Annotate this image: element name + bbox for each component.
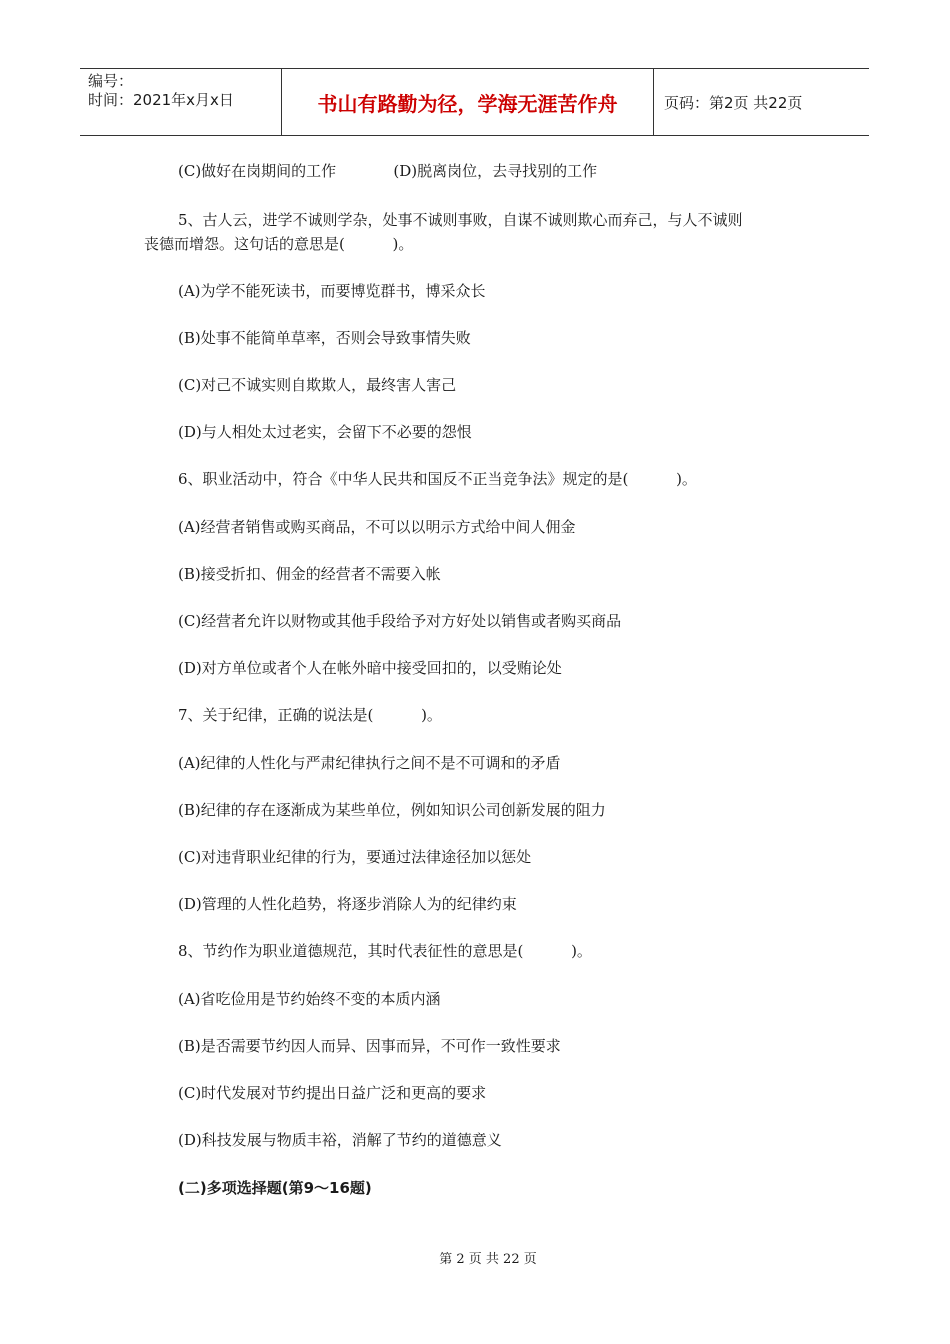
q6-option-c: (C)经营者允许以财物或其他手段给予对方好处以销售或者购买商品	[178, 612, 622, 630]
q7-stem: 7、关于纪律，正确的说法是( )。	[178, 706, 442, 724]
q5-option-b: (B)处事不能简单草率，否则会导致事情失败	[178, 329, 471, 347]
q8-option-c: (C)时代发展对节约提出日益广泛和更高的要求	[178, 1084, 487, 1102]
q8-stem: 8、节约作为职业道德规范，其时代表征性的意思是( )。	[178, 942, 592, 960]
q5-stem-line2: 丧德而增怨。这句话的意思是( )。	[144, 235, 414, 253]
q7-option-c: (C)对违背职业纪律的行为，要通过法律途径加以惩处	[178, 848, 532, 866]
q6-option-a: (A)经营者销售或购买商品，不可以以明示方式给中间人佣金	[178, 518, 576, 536]
q4-options-cd: (C)做好在岗期间的工作 (D)脱离岗位，去寻找别的工作	[178, 162, 598, 180]
number-label: 编号：	[88, 72, 134, 90]
q6-stem: 6、职业活动中，符合《中华人民共和国反不正当竞争法》规定的是( )。	[178, 470, 697, 488]
q6-option-b: (B)接受折扣、佣金的经营者不需要入帐	[178, 565, 441, 583]
q8-option-d: (D)科技发展与物质丰裕，消解了节约的道德意义	[178, 1131, 502, 1149]
header-motto: 书山有路勤为径，学海无涯苦作舟	[282, 69, 654, 135]
section-heading-multiple-choice: (二)多项选择题(第9～16题)	[178, 1179, 372, 1197]
page-footer: 第 2 页 共 22 页	[439, 1252, 537, 1267]
q8-option-b: (B)是否需要节约因人而异、因事而异，不可作一致性要求	[178, 1037, 561, 1055]
page-header	[80, 68, 869, 136]
q5-option-c: (C)对己不诚实则自欺欺人，最终害人害己	[178, 376, 457, 394]
q5-option-a: (A)为学不能死读书，而要博览群书，博采众长	[178, 282, 486, 300]
q8-option-a: (A)省吃俭用是节约始终不变的本质内涵	[178, 990, 441, 1008]
q7-option-a: (A)纪律的人性化与严肃纪律执行之间不是不可调和的矛盾	[178, 754, 561, 772]
header-meta	[80, 69, 282, 135]
date-label: 时间：2021年x月x日	[88, 91, 234, 109]
q7-option-d: (D)管理的人性化趋势，将逐步消除人为的纪律约束	[178, 895, 517, 913]
header-page-info: 页码：第2页 共22页	[664, 93, 803, 112]
q7-option-b: (B)纪律的存在逐渐成为某些单位，例如知识公司创新发展的阻力	[178, 801, 606, 819]
q6-option-d: (D)对方单位或者个人在帐外暗中接受回扣的，以受贿论处	[178, 659, 562, 677]
q5-stem-line1: 5、古人云，进学不诚则学杂，处事不诚则事败，自谋不诚则欺心而弃己，与人不诚则	[178, 211, 743, 229]
q5-option-d: (D)与人相处太过老实，会留下不必要的怨恨	[178, 423, 472, 441]
